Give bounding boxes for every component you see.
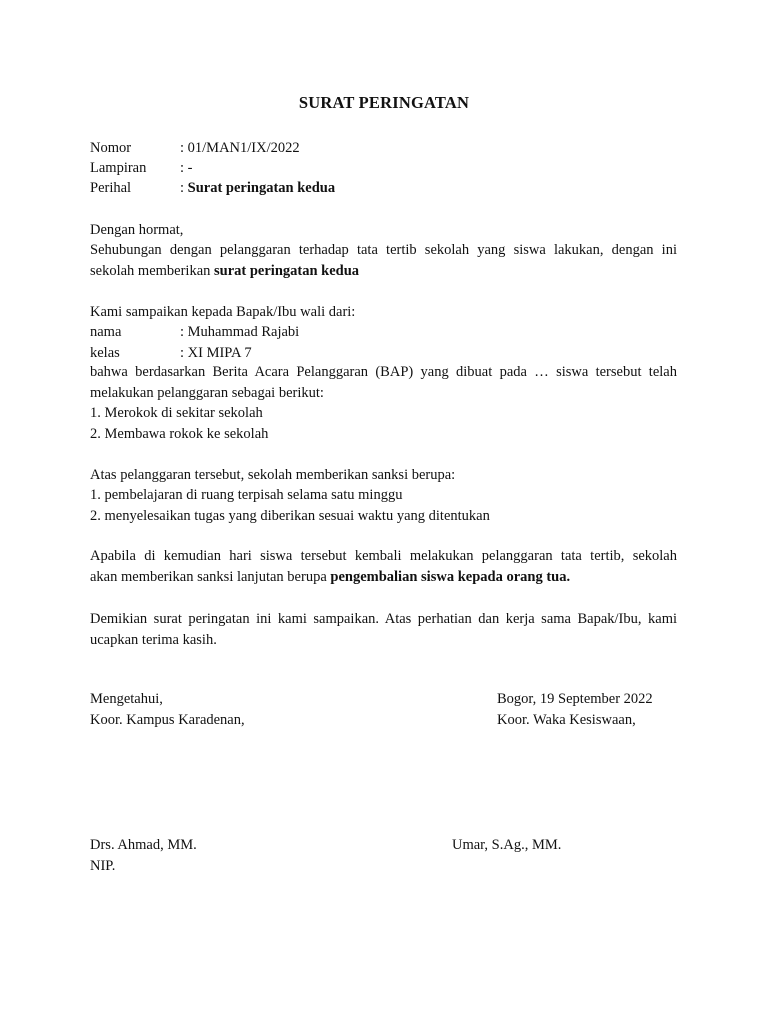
paragraph-2-line-2: melakukan pelanggaran sebagai berikut:	[90, 385, 324, 401]
sanction-item: 2. menyelesaikan tugas yang diberikan sesuai waktu yang ditentukan	[90, 508, 490, 524]
nomor-row	[90, 138, 300, 158]
lampiran-row	[90, 158, 192, 178]
violation-item: 2. Membawa rokok ke sekolah	[90, 426, 269, 442]
paragraph-1-line-2-bold: surat peringatan kedua	[214, 263, 360, 279]
paragraph-1	[90, 240, 677, 282]
perihal-row	[90, 178, 335, 198]
paragraph-3	[90, 546, 677, 588]
sanction-item: 1. pembelajaran di ruang terpisah selama satu minggu	[90, 487, 403, 503]
nomor-label: Nomor	[90, 140, 132, 156]
nomor-value: : 01/MAN1/IX/2022	[180, 140, 300, 156]
perihal-sep: :	[180, 180, 188, 196]
kelas-row	[90, 343, 252, 363]
nama-label: nama	[90, 324, 122, 340]
recipient-intro: Kami sampaikan kepada Bapak/Ibu wali dari:	[90, 304, 356, 320]
letter-title: SURAT PERINGATAN	[298, 93, 470, 112]
lampiran-label: Lampiran	[90, 160, 147, 176]
paragraph-2-line-1: bahwa berdasarkan Berita Acara Pelanggaran (BAP) yang dibuat pada … siswa tersebut telah	[90, 364, 677, 380]
paragraph-4	[90, 609, 677, 651]
paragraph-3-line-2-bold: pengembalian siswa kepada orang tua.	[330, 569, 571, 585]
signature-right-line-1: Bogor, 19 September 2022	[497, 691, 653, 707]
perihal-label: Perihal	[90, 180, 132, 196]
paragraph-4-line-1: Demikian surat peringatan ini kami sampaikan. Atas perhatian dan kerja sama Bapak/Ibu, kami	[90, 611, 677, 627]
signature-right-name: Umar, S.Ag., MM.	[452, 837, 562, 853]
signature-right-line-2: Koor. Waka Kesiswaan,	[497, 712, 636, 728]
kelas-value: : XI MIPA 7	[180, 345, 252, 361]
signature-left-line-2: Koor. Kampus Karadenan,	[90, 712, 245, 728]
perihal-value: Surat peringatan kedua	[187, 180, 336, 196]
paragraph-1-line-1: Sehubungan dengan pelanggaran terhadap tata tertib sekolah yang siswa lakukan, dengan ini	[90, 242, 677, 258]
greeting: Dengan hormat,	[90, 222, 184, 238]
violation-item: 1. Merokok di sekitar sekolah	[90, 405, 263, 421]
paragraph-1-line-2	[90, 261, 677, 282]
signature-left-name: Drs. Ahmad, MM.	[90, 837, 197, 853]
paragraph-1-line-2-plain: sekolah memberikan	[90, 263, 215, 279]
lampiran-value: : -	[180, 160, 193, 176]
signature-left-line-1: Mengetahui,	[90, 691, 163, 707]
paragraph-2	[90, 362, 677, 404]
paragraph-3-line-1: Apabila di kemudian hari siswa tersebut kembali melakukan pelanggaran tata tertib, sekolah	[90, 548, 677, 564]
sanction-intro: Atas pelanggaran tersebut, sekolah memberikan sanksi berupa:	[90, 467, 456, 483]
kelas-label: kelas	[90, 345, 120, 361]
paragraph-3-line-2	[90, 567, 677, 588]
paragraph-3-line-2-plain: akan memberikan sanksi lanjutan berupa	[90, 569, 331, 585]
signature-left-nip: NIP.	[90, 858, 116, 874]
nama-row	[90, 322, 299, 342]
nama-value: : Muhammad Rajabi	[180, 324, 300, 340]
paragraph-4-line-2: ucapkan terima kasih.	[90, 632, 217, 648]
